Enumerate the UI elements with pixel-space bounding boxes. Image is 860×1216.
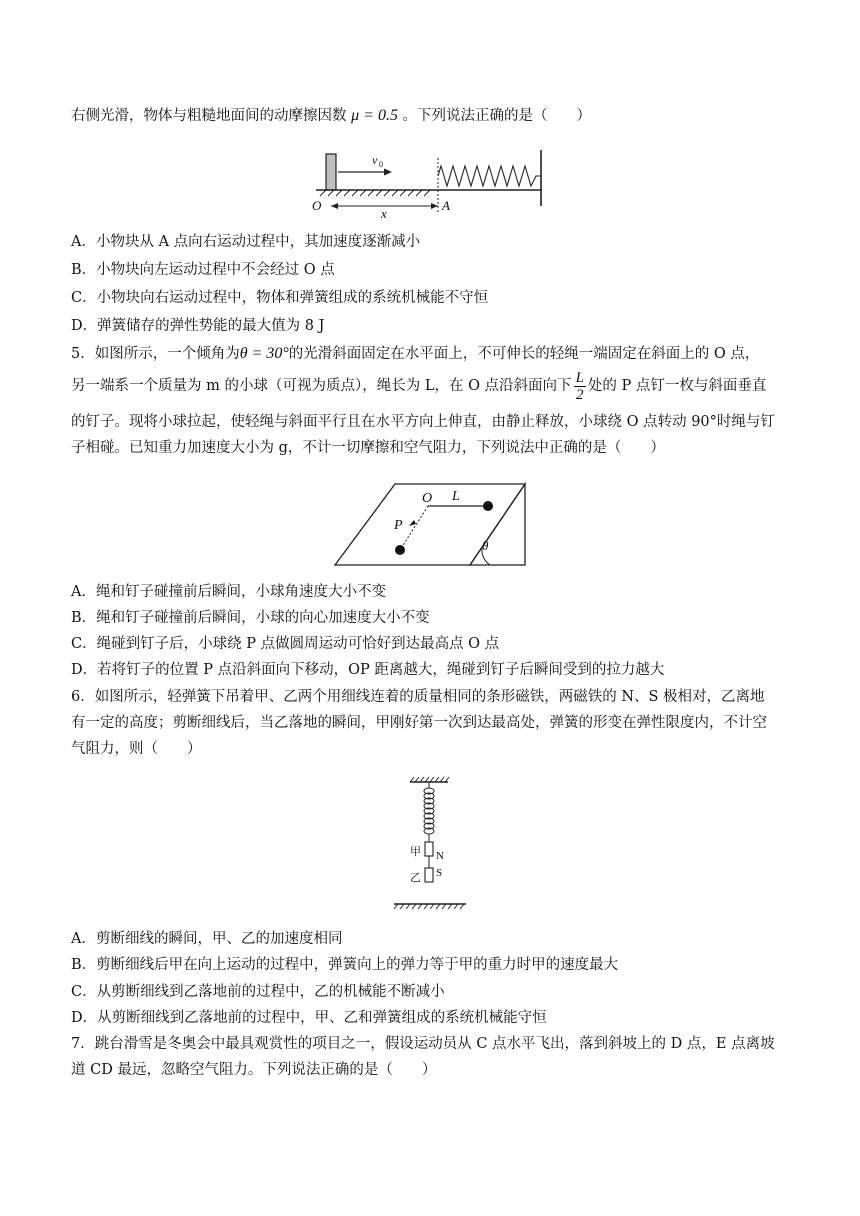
v0-label: v [372,153,378,167]
spring [438,166,540,186]
magnet-yi [425,868,433,882]
q5-figure-incline [330,472,530,572]
q5-theta-eq: θ = 30° [239,345,289,362]
magnet-jia [425,842,433,856]
q5-option-b: B．绳和钉子碰撞前后瞬间，小球的向心加速度大小不变 [71,610,430,626]
dashed-path [400,506,428,550]
v0-subscript: 0 [379,160,383,169]
incline-side-face [470,484,525,565]
q5-line1-end: 的光滑斜面固定在水平面上，不可伸长的轻绳一端固定在斜面上的 O 点， [288,346,760,362]
q4-stem [71,106,591,126]
q6-option-c: C．从剪断细线到乙落地前的过程中，乙的机械能不断减小 [71,984,445,1000]
q4-option-a: A．小物块从 A 点向右运动过程中，其加速度逐渐减小 [71,234,421,250]
point-p-label: P [394,518,403,533]
jia-label: 甲 [410,846,421,858]
q5-option-a: A．绳和钉子碰撞前后瞬间，小球角速度大小不变 [71,584,386,600]
q6-stem-line1: 6．如图所示，轻弹簧下吊着甲、乙两个用细线连着的质量相同的条形磁铁，两磁铁的 N、S 极相对，乙离地 [71,689,765,705]
q7-stem-line2: 道 CD 最远，忽略空气阻力。下列说法正确的是（ ） [71,1062,437,1078]
floor-hatching [394,904,464,909]
q6-figure-spring-magnets [390,776,470,912]
point-o-label: O [312,198,322,213]
point-a-label: A [442,198,450,213]
q4-mu: μ = 0.5 [351,107,398,124]
q4-option-b: B．小物块向左运动过程中不会经过 O 点 [71,262,335,278]
q5-option-c: C．绳碰到钉子后，小球绕 P 点做圆周运动可恰好到达最高点 O 点 [71,636,500,652]
nail-p [409,520,416,526]
fraction-denominator: 2 [575,386,584,403]
q4-option-c: C．小物块向右运动过程中，物体和弹簧组成的系统机械能不守恒 [71,290,489,306]
q6-stem-line2: 有一定的高度；剪断细线后，当乙落地的瞬间，甲刚好第一次到达最高处，弹簧的形变在弹性限度内，不计空 [71,715,767,731]
q5-line2-end: 处的 P 点钉一枚与斜面垂直 [587,378,767,394]
q6-option-d: D．从剪断细线到乙落地前的过程中，甲、乙和弹簧组成的系统机械能守恒 [71,1010,547,1026]
q6-stem-line3: 气阻力，则（ ） [71,741,202,757]
q5-option-d: D．若将钉子的位置 P 点沿斜面向下移动，OP 距离越大，绳碰到钉子后瞬间受到的拉力越大 [71,662,665,678]
q5-stem-line3: 的钉子。现将小球拉起，使轻绳与斜面平行且在水平方向上伸直，由静止释放，小球绕 O 点转动 90°时绳与钉 [71,414,775,430]
spring [424,788,434,834]
q4-stem-tail: 。下列说法正确的是（ ） [402,108,592,124]
q5-stem-line4: 子相碰。已知重力加速度大小为 g，不计一切摩擦和空气阻力，下列说法中正确的是（ ） [71,440,665,456]
ball-bottom [395,545,405,555]
point-o-label: O [422,491,433,506]
q4-figure-block-spring [310,146,550,224]
distance-x-label: x [381,206,387,221]
theta-label: θ [482,538,489,553]
s-pole-label: S [436,867,443,879]
q5-stem-line1 [71,344,759,364]
q5-line1-start: 5．如图所示，一个倾角为 [71,346,240,362]
q6-option-a: A．剪断细线的瞬间，甲、乙的加速度相同 [71,931,343,947]
q4-stem-intro: 右侧光滑，物体与粗糙地面间的动摩擦因数 [71,108,347,124]
length-l-label: L [452,489,460,504]
fraction-numerator: L [575,369,584,386]
fraction-l-over-2 [574,370,586,403]
ball-top [483,501,493,511]
yi-label: 乙 [410,872,421,884]
q4-option-d: D．弹簧储存的弹性势能的最大值为 8 J [71,318,325,334]
n-pole-label: N [436,850,444,862]
block-shape [326,154,336,190]
ground-hatching [320,190,430,196]
q5-stem-line2 [71,368,766,404]
q7-stem-line1: 7．跳台滑雪是冬奥会中最具观赏性的项目之一，假设运动员从 C 点水平飞出，落到斜坡上的 D 点，E 点离坡 [71,1036,775,1052]
q6-option-b: B．剪断细线后甲在向上运动的过程中，弹簧向上的弹力等于甲的重力时甲的速度最大 [71,957,619,973]
q5-line2-start: 另一端系一个质量为 m 的小球（可视为质点），绳长为 L，在 O 点沿斜面向下 [71,378,572,394]
ceiling-hatching [410,777,449,782]
